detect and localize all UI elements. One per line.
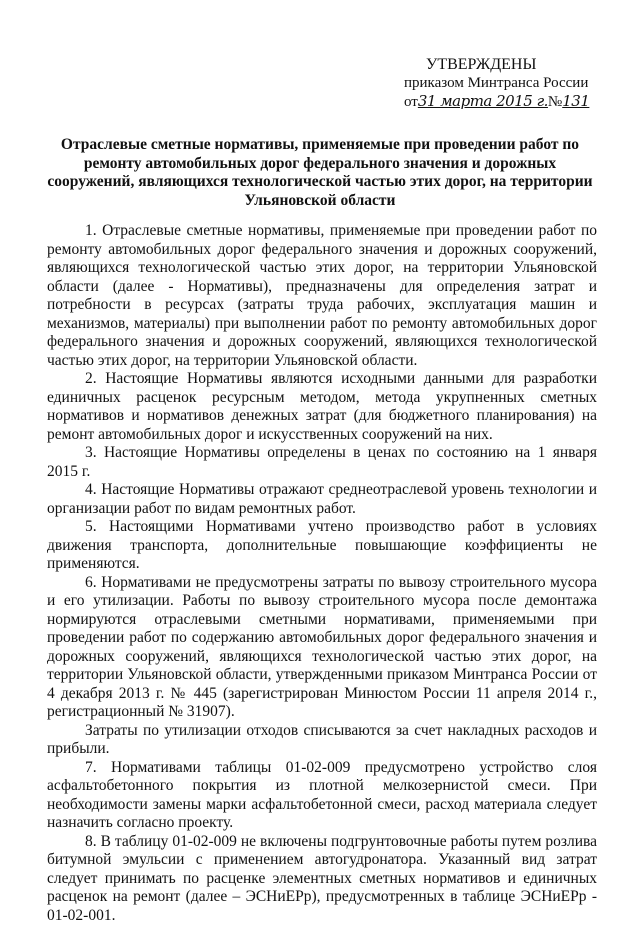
paragraph-4: 4. Настоящие Нормативы отражают среднеотраслевой уровень технологии и организации работ по видам ремонтных работ. [47,481,597,518]
paragraph-1: 1. Отраслевые сметные нормативы, применяемые при проведении работ по ремонту автомобильных дорог федерального значения и дорожных сооружений, являющихся технологической частью этих дорог, на территории Ульяновской области (далее - Нормативы), предназначены для определения затрат и потребности в ресурсах (затраты труда рабочих, эксплуатация машин и механизмов, материалы) при выполнении работ по ремонту автомобильных дорог федерального значения и дорожных сооружений, являющихся технологической частью этих дорог, на территории Ульяновской области. [47,222,597,370]
paragraph-2: 2. Настоящие Нормативы являются исходными данными для разработки единичных расценок ресурсным методом, метода укрупненных сметных нормативов и нормативов денежных затрат (для бюджетного планирования) на ремонт автомобильных дорог и искусственных сооружений на них. [47,370,597,444]
approval-order-line: приказом Минтранса России [404,74,614,92]
approval-heading: УТВЕРЖДЕНЫ [404,56,614,74]
approval-date-line [404,92,614,111]
paragraph-8: 8. В таблицу 01-02-009 не включены подгрунтовочные работы путем розлива битумной эмульсии с применением автогудронатора. Указанный вид затрат следует принимать по расценке элементных сметных нормативов и единичных расценок на ремонт (далее – ЭСНиЕРр), предусмотренных в таблице ЭСНиЕРр - 01-02-001. [47,833,597,925]
handwritten-date: 31 марта 2015 г. [418,92,548,110]
paragraph-3: 3. Настоящие Нормативы определены в ценах по состоянию на 1 января 2015 г. [47,444,597,481]
paragraph-7: 7. Нормативами таблицы 01-02-009 предусмотрено устройство слоя асфальтобетонного покрытия из плотной мелкозернистой смеси. При необходимости замены марки асфальтобетонной смеси, расход материала следует назначить согласно проекту. [47,759,597,833]
handwritten-number: 131 [562,92,589,110]
paragraph-6: 6. Нормативами не предусмотрены затраты по вывозу строительного мусора и его утилизации. Работы по вывозу строительного мусора после демонтажа нормируются отраслевыми сметными нормативами, применяемыми при проведении работ по содержанию автомобильных дорог федерального значения и дорожных сооружений, являющихся технологической частью этих дорог, на территории Ульяновской области, утвержденными приказом Минтранса России от 4 декабря 2013 г. № 445 (зарегистрирован Минюстом России 11 апреля 2014 г., регистрационный № 31907). [47,574,597,722]
document-body [47,222,597,925]
paragraph-5: 5. Настоящими Нормативами учтено производство работ в условиях движения транспорта, дополнительные повышающие коэффициенты не применяются. [47,518,597,574]
approval-date-prefix: от [404,94,418,110]
approval-block [404,56,614,111]
document-title: Отраслевые сметные нормативы, применяемые при проведении работ по ремонту автомобильных дорог федерального значения и дорожных сооружений, являющихся технологической частью этих дорог, на территории Ульяновской области [46,136,594,210]
paragraph-6-continued: Затраты по утилизации отходов списываются за счет накладных расходов и прибыли. [47,722,597,759]
approval-number-label: № [548,94,562,110]
